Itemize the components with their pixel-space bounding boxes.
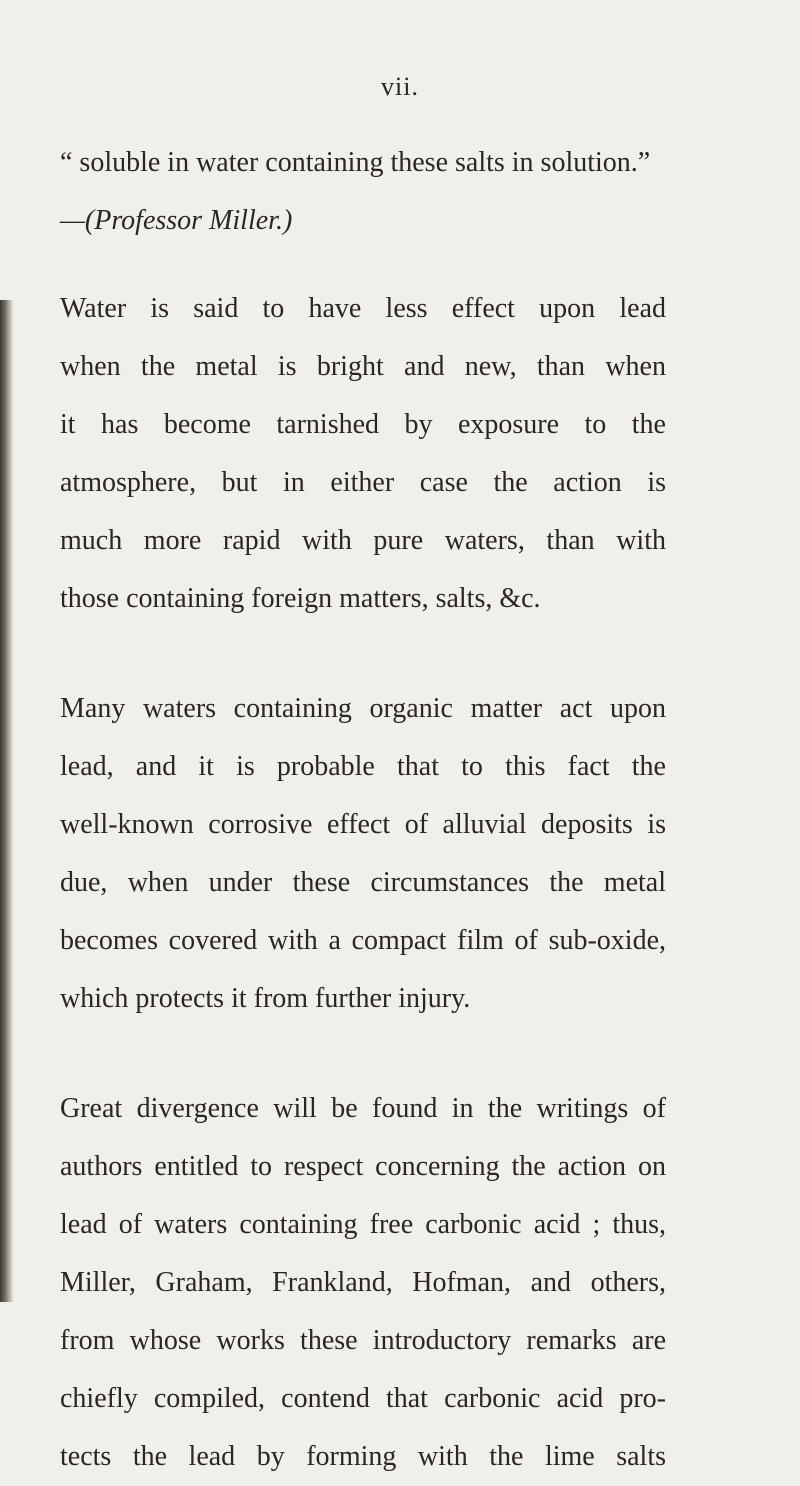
text-line: lead of waters containing free carbonic acid ; thus, (60, 1209, 666, 1240)
text-line: when the metal is bright and new, than when (60, 351, 666, 382)
page-number: vii. (381, 72, 419, 101)
text-line: much more rapid with pure waters, than with (60, 525, 666, 556)
page-binding-shadow (0, 300, 14, 1302)
paragraph-2 (60, 680, 666, 1028)
text-line: it has become tarnished by exposure to the (60, 409, 666, 440)
text-line: chiefly compiled, contend that carbonic acid pro- (60, 1383, 666, 1414)
text-line: Water is said to have less effect upon lead (60, 293, 666, 324)
text-line: Great divergence will be found in the writings of (60, 1093, 666, 1124)
text-line: which protects it from further injury. (60, 983, 471, 1014)
text-line: becomes covered with a compact film of sub-oxide, (60, 925, 666, 956)
quote-line: “ soluble in water containing these salts in solution.” (60, 147, 651, 178)
text-line: lead, and it is probable that to this fact the (60, 751, 666, 782)
text-line: authors entitled to respect concerning the action on (60, 1151, 666, 1182)
text-line: Miller, Graham, Frankland, Hofman, and others, (60, 1267, 666, 1298)
quote-attribution: —(Professor Miller.) (60, 205, 293, 236)
text-line: Many waters containing organic matter act upon (60, 693, 666, 724)
paragraph-3 (60, 1080, 666, 1486)
text-line: tects the lead by forming with the lime salts (60, 1441, 666, 1472)
text-line: well-known corrosive effect of alluvial deposits is (60, 809, 666, 840)
page-body (60, 134, 666, 1486)
text-line: those containing foreign matters, salts, &c. (60, 583, 541, 614)
text-line: due, when under these circumstances the metal (60, 867, 666, 898)
text-line: from whose works these introductory remarks are (60, 1325, 666, 1356)
paragraph-1 (60, 280, 666, 628)
text-line: atmosphere, but in either case the action is (60, 467, 666, 498)
